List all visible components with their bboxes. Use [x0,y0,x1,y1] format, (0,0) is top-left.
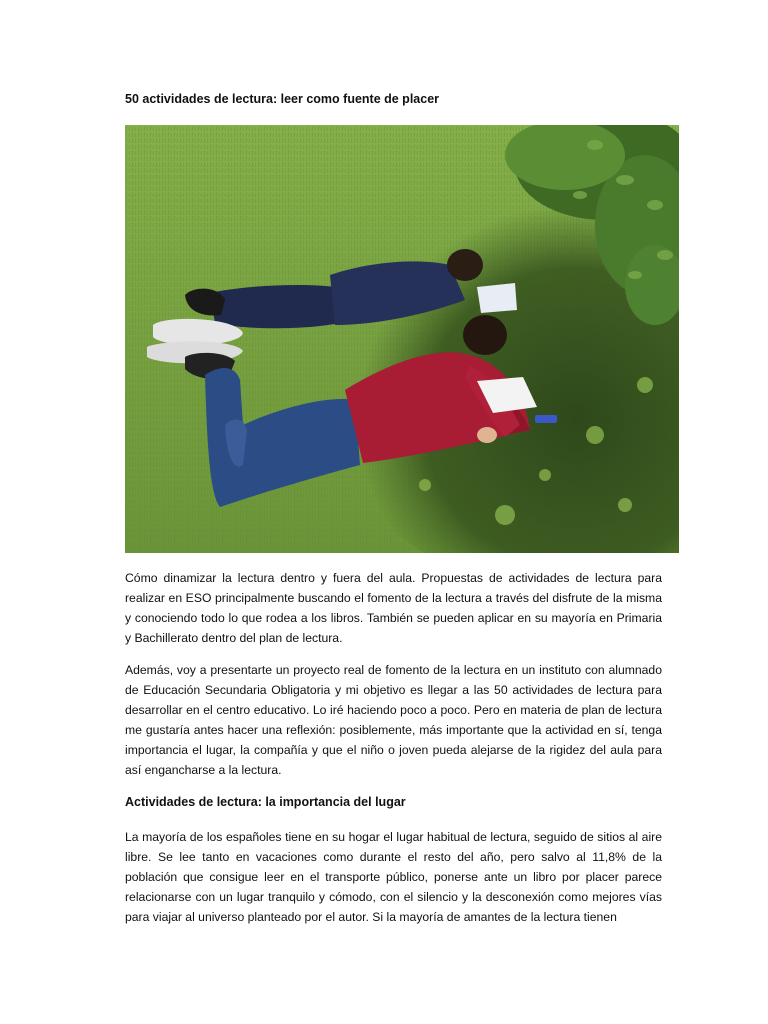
paragraph-place: La mayoría de los españoles tiene en su hogar el lugar habitual de lectura, seguido de sitios al aire libre. Se lee tanto en vacaciones como durante el resto del año, pero salvo al 11,8% de la población que consigue leer en el transporte público, ponerse ante un libro por placer parece relacionarse con un lugar tranquilo y cómodo, con el silencio y la desconexión como mejores vías para viajar al universo planteado por el autor. Si la mayoría de amantes de la lectura tienen [125,830,662,924]
paragraph-intro: Cómo dinamizar la lectura dentro y fuera del aula. Propuestas de actividades de lectura para realizar en ESO principalmente buscando el fomento de la lectura a través del disfrute de la misma y conociendo todo lo que rodea a los libros. También se pueden aplicar en su mayoría en Primaria y Bachillerato dentro del plan de lectura. [125,571,662,645]
document-title: 50 actividades de lectura: leer como fuente de placer [125,92,440,106]
paragraph-project: Además, voy a presentarte un proyecto real de fomento de la lectura en un instituto con alumnado de Educación Secundaria Obligatoria y mi objetivo es llegar a las 50 actividades de lectura para desarrollar en el centro educativo. Lo iré haciendo poco a poco. Pero en materia de plan de lectura me gustaría antes hacer una reflexión: posiblemente, más importante que la actividad en sí, tenga importancia el lugar, la compañía y que el niño o joven pueda alejarse de la rigidez del aula para así engancharse a la lectura. [125,663,662,777]
photo-students-reading-on-grass [125,125,679,553]
section-heading: Actividades de lectura: la importancia del lugar [125,795,406,809]
